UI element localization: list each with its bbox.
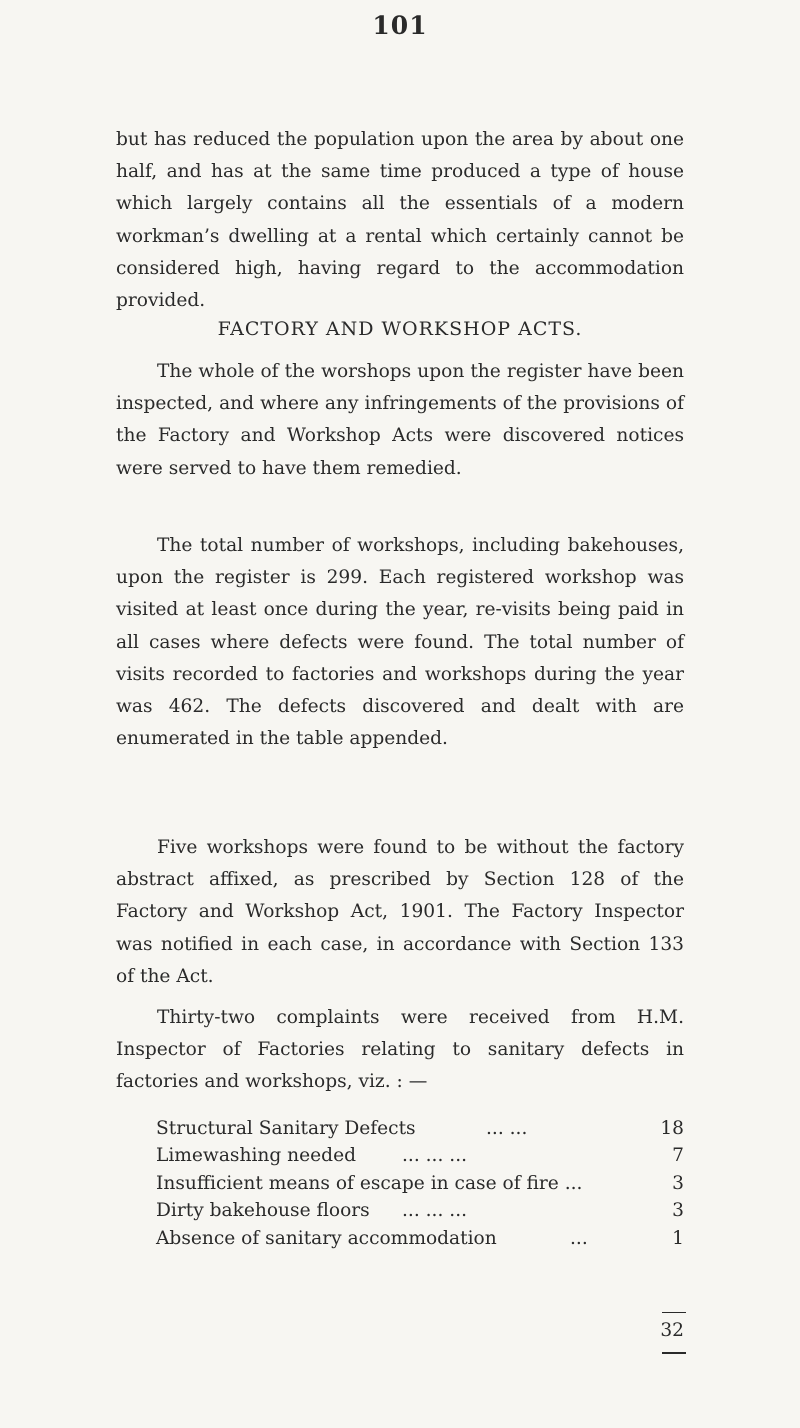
list-item-label: Dirty bakehouse floors — [156, 1200, 370, 1222]
list-item-count: 7 — [672, 1145, 684, 1167]
list-item — [156, 1115, 684, 1142]
list-item-dots: ... ... ... — [402, 1145, 468, 1167]
section-body-2 — [116, 530, 684, 755]
list-item-label: Structural Sanitary Defects — [156, 1118, 416, 1139]
list-item-count: 18 — [660, 1118, 684, 1139]
list-item-dots: ... ... — [486, 1118, 528, 1139]
list-item-dots: ... ... ... — [402, 1200, 468, 1222]
list-item — [156, 1142, 684, 1169]
list-item — [156, 1170, 684, 1197]
list-item-label: Limewashing needed — [156, 1145, 356, 1167]
list-item-dots: ... — [570, 1227, 588, 1249]
section-body — [116, 356, 684, 485]
paragraph-abstracts: Five workshops were found to be without the factory abstract affixed, as prescribed by Section 128 of the Factory and Workshop Act, 1901. The Factory Inspector was notified in each case, in accordance with Section 133 of the Act. — [116, 837, 684, 987]
total-underline — [662, 1352, 686, 1354]
list-item — [156, 1225, 684, 1252]
intro-block — [116, 124, 684, 317]
paragraph-inspections: The whole of the worshops upon the register have been inspected, and where any infringements of the provisions of the Factory and Workshop Acts were discovered notices were served to have them remedied. — [116, 361, 684, 479]
paragraph-complaints: Thirty-two complaints were received from H.M. Inspector of Factories relating to sanitary defects in factories and workshops, viz. : — — [116, 1007, 684, 1093]
paragraph-workshop-count: The total number of workshops, including bakehouses, upon the register is 299. Each registered workshop was visited at least once during the year, re-visits being paid in all cases where defects were found. The total number of visits recorded to factories and workshops during the year was 462. The defects discovered and dealt with are enumerated in the table appended. — [116, 535, 684, 750]
complaints-list — [156, 1115, 684, 1252]
section-heading: FACTORY AND WORKSHOP ACTS. — [217, 318, 583, 340]
sum-rule — [662, 1312, 686, 1313]
list-item-count: 3 — [672, 1172, 684, 1194]
section-body-3 — [116, 832, 684, 993]
list-item — [156, 1197, 684, 1224]
list-item-label: Absence of sanitary accommodation — [156, 1227, 497, 1249]
complaints-total: 32 — [660, 1320, 684, 1341]
intro-paragraph: but has reduced the population upon the area by about one half, and has at the same time produced a type of house which largely contains all the essentials of a modern workman’s dwelling at a rental which certainly cannot be considered high, having regard to the accommodation provided. — [116, 129, 684, 312]
list-item-count: 1 — [672, 1227, 684, 1249]
page-number: 101 — [372, 11, 428, 40]
list-item-count: 3 — [672, 1200, 684, 1222]
section-body-4 — [116, 1002, 684, 1099]
list-item-label: Insufficient means of escape in case of fire ... — [156, 1172, 583, 1194]
